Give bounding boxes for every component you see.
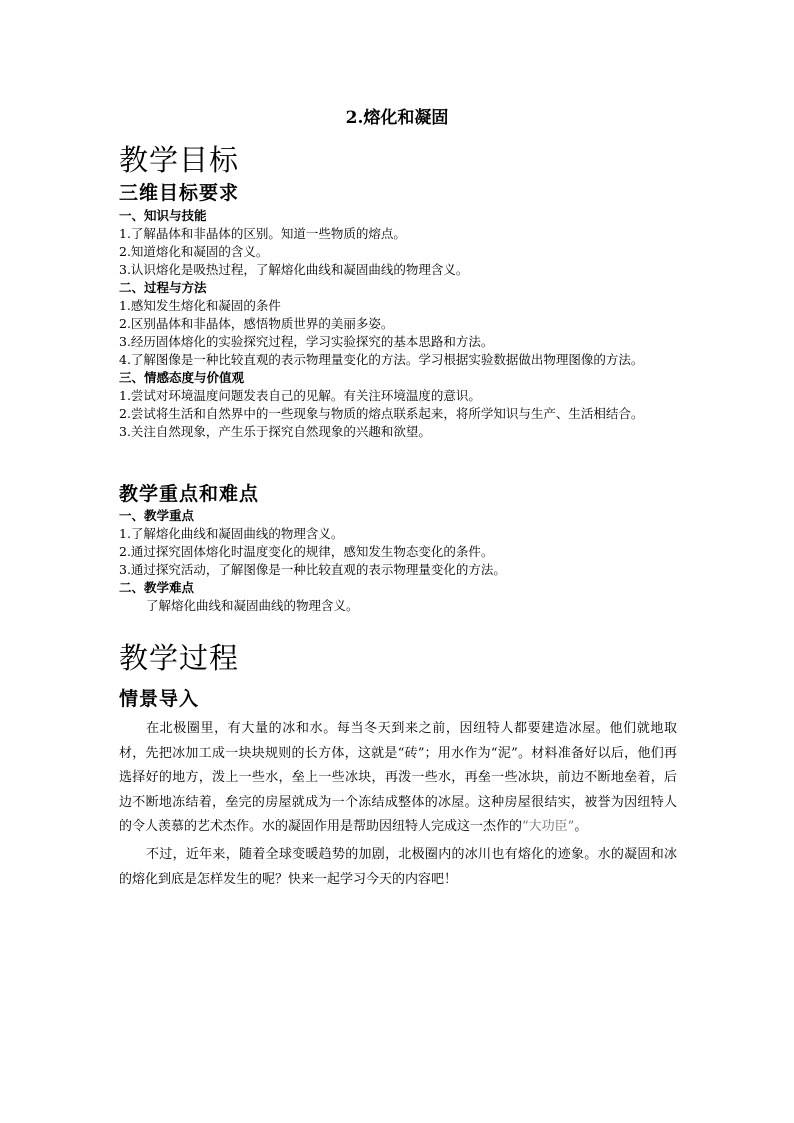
subheading-three-dimensional-goals: 三维目标要求 [119, 182, 240, 204]
goal-section-title: 二、过程与方法 [119, 280, 207, 295]
goal-item: 2.区别晶体和非晶体，感悟物质世界的美丽多姿。 [119, 316, 394, 331]
keypoint-section-title: 二、教学难点 [119, 580, 195, 595]
keypoint-difficulty-text: 了解熔化曲线和凝固曲线的物理含义。 [146, 598, 359, 613]
keypoint-section-title: 一、教学重点 [119, 508, 195, 523]
highlighted-phrase: “大功臣” [522, 819, 575, 834]
section-heading-goals: 教学目标 [119, 143, 240, 177]
keypoints-list [119, 507, 679, 615]
subheading-keypoints: 教学重点和难点 [119, 483, 260, 505]
goal-item: 1.感知发生熔化和凝固的条件 [119, 298, 281, 313]
goal-item: 3.认识熔化是吸热过程，了解熔化曲线和凝固曲线的物理含义。 [119, 262, 469, 277]
goals-list [119, 207, 679, 441]
goal-section-title: 三、情感态度与价值观 [119, 370, 245, 385]
keypoint-item: 3.通过探究活动，了解图像是一种比较直观的表示物理量变化的方法。 [119, 562, 506, 577]
intro-paragraph-1-end: 。 [574, 819, 588, 834]
goal-item: 1.了解晶体和非晶体的区别。知道一些物质的熔点。 [119, 226, 406, 241]
section-heading-process: 教学过程 [119, 641, 240, 675]
goal-item: 3.关注自然现象，产生乐于探究自然现象的兴趣和欲望。 [119, 424, 431, 439]
goal-item: 3.经历固体熔化的实验探究过程，学习实验探究的基本思路和方法。 [119, 334, 494, 349]
keypoint-item: 2.通过探究固体熔化时温度变化的规律，感知发生物态变化的条件。 [119, 544, 494, 559]
document-title: 2.熔化和凝固 [345, 108, 449, 128]
keypoint-item: 1.了解熔化曲线和凝固曲线的物理含义。 [119, 526, 344, 541]
intro-paragraph-1 [119, 717, 677, 840]
goal-item: 2.尝试将生活和自然界中的一些现象与物质的熔点联系起来，将所学知识与生产、生活相结合。 [119, 406, 644, 421]
intro-paragraph-1-text: 在北极圈里，有大量的冰和水。每当冬天到来之前，因纽特人都要建造冰屋。他们就地取材，先把冰加工成一块块规则的长方体，这就是“砖”；用水作为“泥”。材料准备好以后，他们再选择好的地方，泼上一些水，垒上一些冰块，再泼一些水，再垒一些冰块，前边不断地垒着，后边不断地冻结着，垒完的房屋就成为一个冻结成整体的冰屋。这种房屋很结实，被誉为因纽特人的令人羡慕的艺术杰作。水的凝固作用是帮助因纽特人完成这一杰作的 [119, 721, 677, 834]
intro-paragraph-2: 不过，近年来，随着全球变暖趋势的加剧，北极圈内的冰川也有熔化的迹象。水的凝固和冰的熔化到底是怎样发生的呢？快来一起学习今天的内容吧！ [119, 847, 677, 887]
goal-section-title: 一、知识与技能 [119, 208, 207, 223]
goal-item: 1.尝试对环境温度问题发表自己的见解。有关注环境温度的意识。 [119, 388, 481, 403]
goal-item: 2.知道熔化和凝固的含义。 [119, 244, 269, 259]
subheading-scene-intro: 情景导入 [119, 688, 200, 710]
goal-item: 4.了解图像是一种比较直观的表示物理量变化的方法。学习根据实验数据做出物理图像的方法。 [119, 352, 644, 367]
